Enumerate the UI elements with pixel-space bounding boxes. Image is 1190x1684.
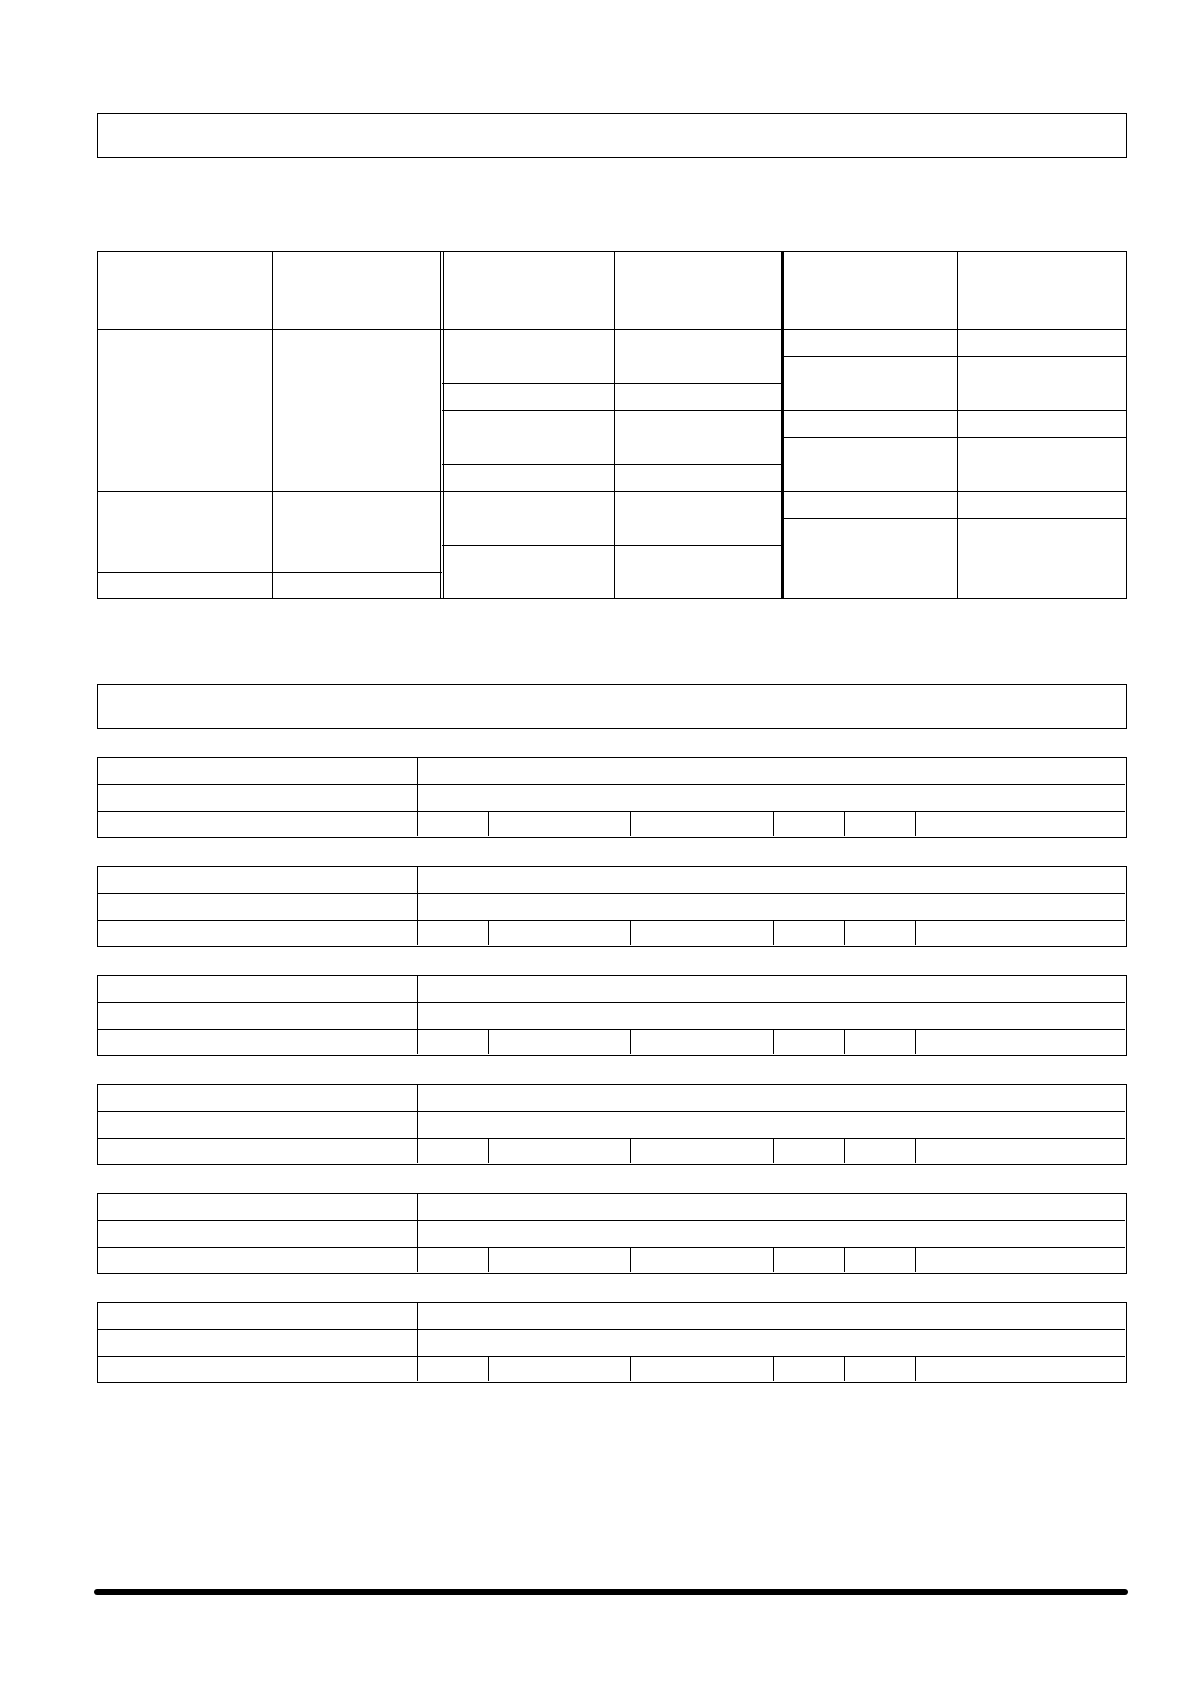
record-label <box>98 1303 417 1329</box>
record-label <box>98 894 417 920</box>
record-label <box>98 1112 417 1138</box>
record-value <box>417 867 1125 893</box>
record-value <box>417 758 1125 784</box>
summary-row-rule <box>783 437 1127 438</box>
record-value <box>417 976 1125 1002</box>
record-cell <box>773 921 844 947</box>
record-value <box>417 1003 1125 1029</box>
record-cell <box>844 921 915 947</box>
record-cell <box>488 1357 630 1383</box>
record-label <box>98 1139 417 1165</box>
record-cell <box>488 1248 630 1274</box>
record-label <box>98 867 417 893</box>
record-cell <box>417 812 488 838</box>
summary-row-rule <box>442 464 782 465</box>
record-cell <box>488 1139 630 1165</box>
record-value <box>417 894 1125 920</box>
record-cell <box>915 1248 1125 1274</box>
summary-header-cell-4 <box>614 251 781 329</box>
record-label <box>98 1003 417 1029</box>
record-cell <box>630 812 773 838</box>
summary-row-rule <box>442 545 782 546</box>
record-value <box>417 1330 1125 1356</box>
record-label <box>98 1085 417 1111</box>
record-value <box>417 1221 1125 1247</box>
record-cell <box>773 1139 844 1165</box>
record-label <box>98 1221 417 1247</box>
record-cell <box>630 1139 773 1165</box>
summary-header-cell-5 <box>783 251 957 329</box>
record-cell <box>773 812 844 838</box>
summary-row-rule <box>783 518 1127 519</box>
record-cell <box>915 921 1125 947</box>
summary-header-cell-2 <box>272 251 440 329</box>
record-block <box>97 1193 1127 1274</box>
summary-row-rule <box>442 491 782 492</box>
summary-divider-thick <box>781 251 784 599</box>
summary-row-rule <box>783 491 1127 492</box>
summary-header-cell-1 <box>97 251 272 329</box>
record-cell <box>844 1248 915 1274</box>
record-value <box>417 1194 1125 1220</box>
second-header-box <box>97 684 1127 729</box>
record-cell <box>844 1357 915 1383</box>
record-cell <box>417 1139 488 1165</box>
record-cell <box>417 921 488 947</box>
summary-table <box>97 251 1127 599</box>
record-cell <box>488 921 630 947</box>
record-value <box>417 1112 1125 1138</box>
record-block <box>97 975 1127 1056</box>
record-label <box>98 785 417 811</box>
summary-divider <box>957 251 958 599</box>
record-label <box>98 1248 417 1274</box>
record-cell <box>630 1248 773 1274</box>
record-cell <box>417 1357 488 1383</box>
summary-row-rule <box>783 356 1127 357</box>
record-cell <box>915 1357 1125 1383</box>
record-label <box>98 758 417 784</box>
record-block <box>97 757 1127 838</box>
record-cell <box>630 1030 773 1056</box>
record-value <box>417 1303 1125 1329</box>
record-cell <box>488 1030 630 1056</box>
record-block <box>97 1302 1127 1383</box>
record-cell <box>844 1139 915 1165</box>
top-header-box <box>97 113 1127 158</box>
summary-divider <box>614 251 615 599</box>
record-label <box>98 921 417 947</box>
summary-row-rule <box>442 383 782 384</box>
record-label <box>98 1357 417 1383</box>
record-block <box>97 1084 1127 1165</box>
summary-row-rule <box>97 491 442 492</box>
record-block <box>97 866 1127 947</box>
record-value <box>417 785 1125 811</box>
summary-row-rule <box>442 410 782 411</box>
summary-header-cell-6 <box>957 251 1127 329</box>
record-cell <box>630 1357 773 1383</box>
record-cell <box>915 1139 1125 1165</box>
record-label <box>98 812 417 838</box>
record-cell <box>915 812 1125 838</box>
record-value <box>417 1085 1125 1111</box>
summary-divider <box>272 251 273 599</box>
record-cell <box>773 1357 844 1383</box>
summary-divider <box>440 251 441 599</box>
footer-rule <box>94 1589 1128 1595</box>
summary-header-cell-3 <box>442 251 614 329</box>
record-label <box>98 976 417 1002</box>
record-label <box>98 1030 417 1056</box>
record-cell <box>417 1030 488 1056</box>
record-cell <box>488 812 630 838</box>
record-cell <box>417 1248 488 1274</box>
record-label <box>98 1330 417 1356</box>
summary-divider <box>443 251 444 599</box>
record-cell <box>630 921 773 947</box>
summary-header-rule <box>97 329 1127 330</box>
record-cell <box>773 1248 844 1274</box>
record-cell <box>915 1030 1125 1056</box>
record-cell <box>844 1030 915 1056</box>
record-cell <box>844 812 915 838</box>
record-label <box>98 1194 417 1220</box>
summary-row-rule <box>783 410 1127 411</box>
summary-row-rule <box>97 572 442 573</box>
record-cell <box>773 1030 844 1056</box>
